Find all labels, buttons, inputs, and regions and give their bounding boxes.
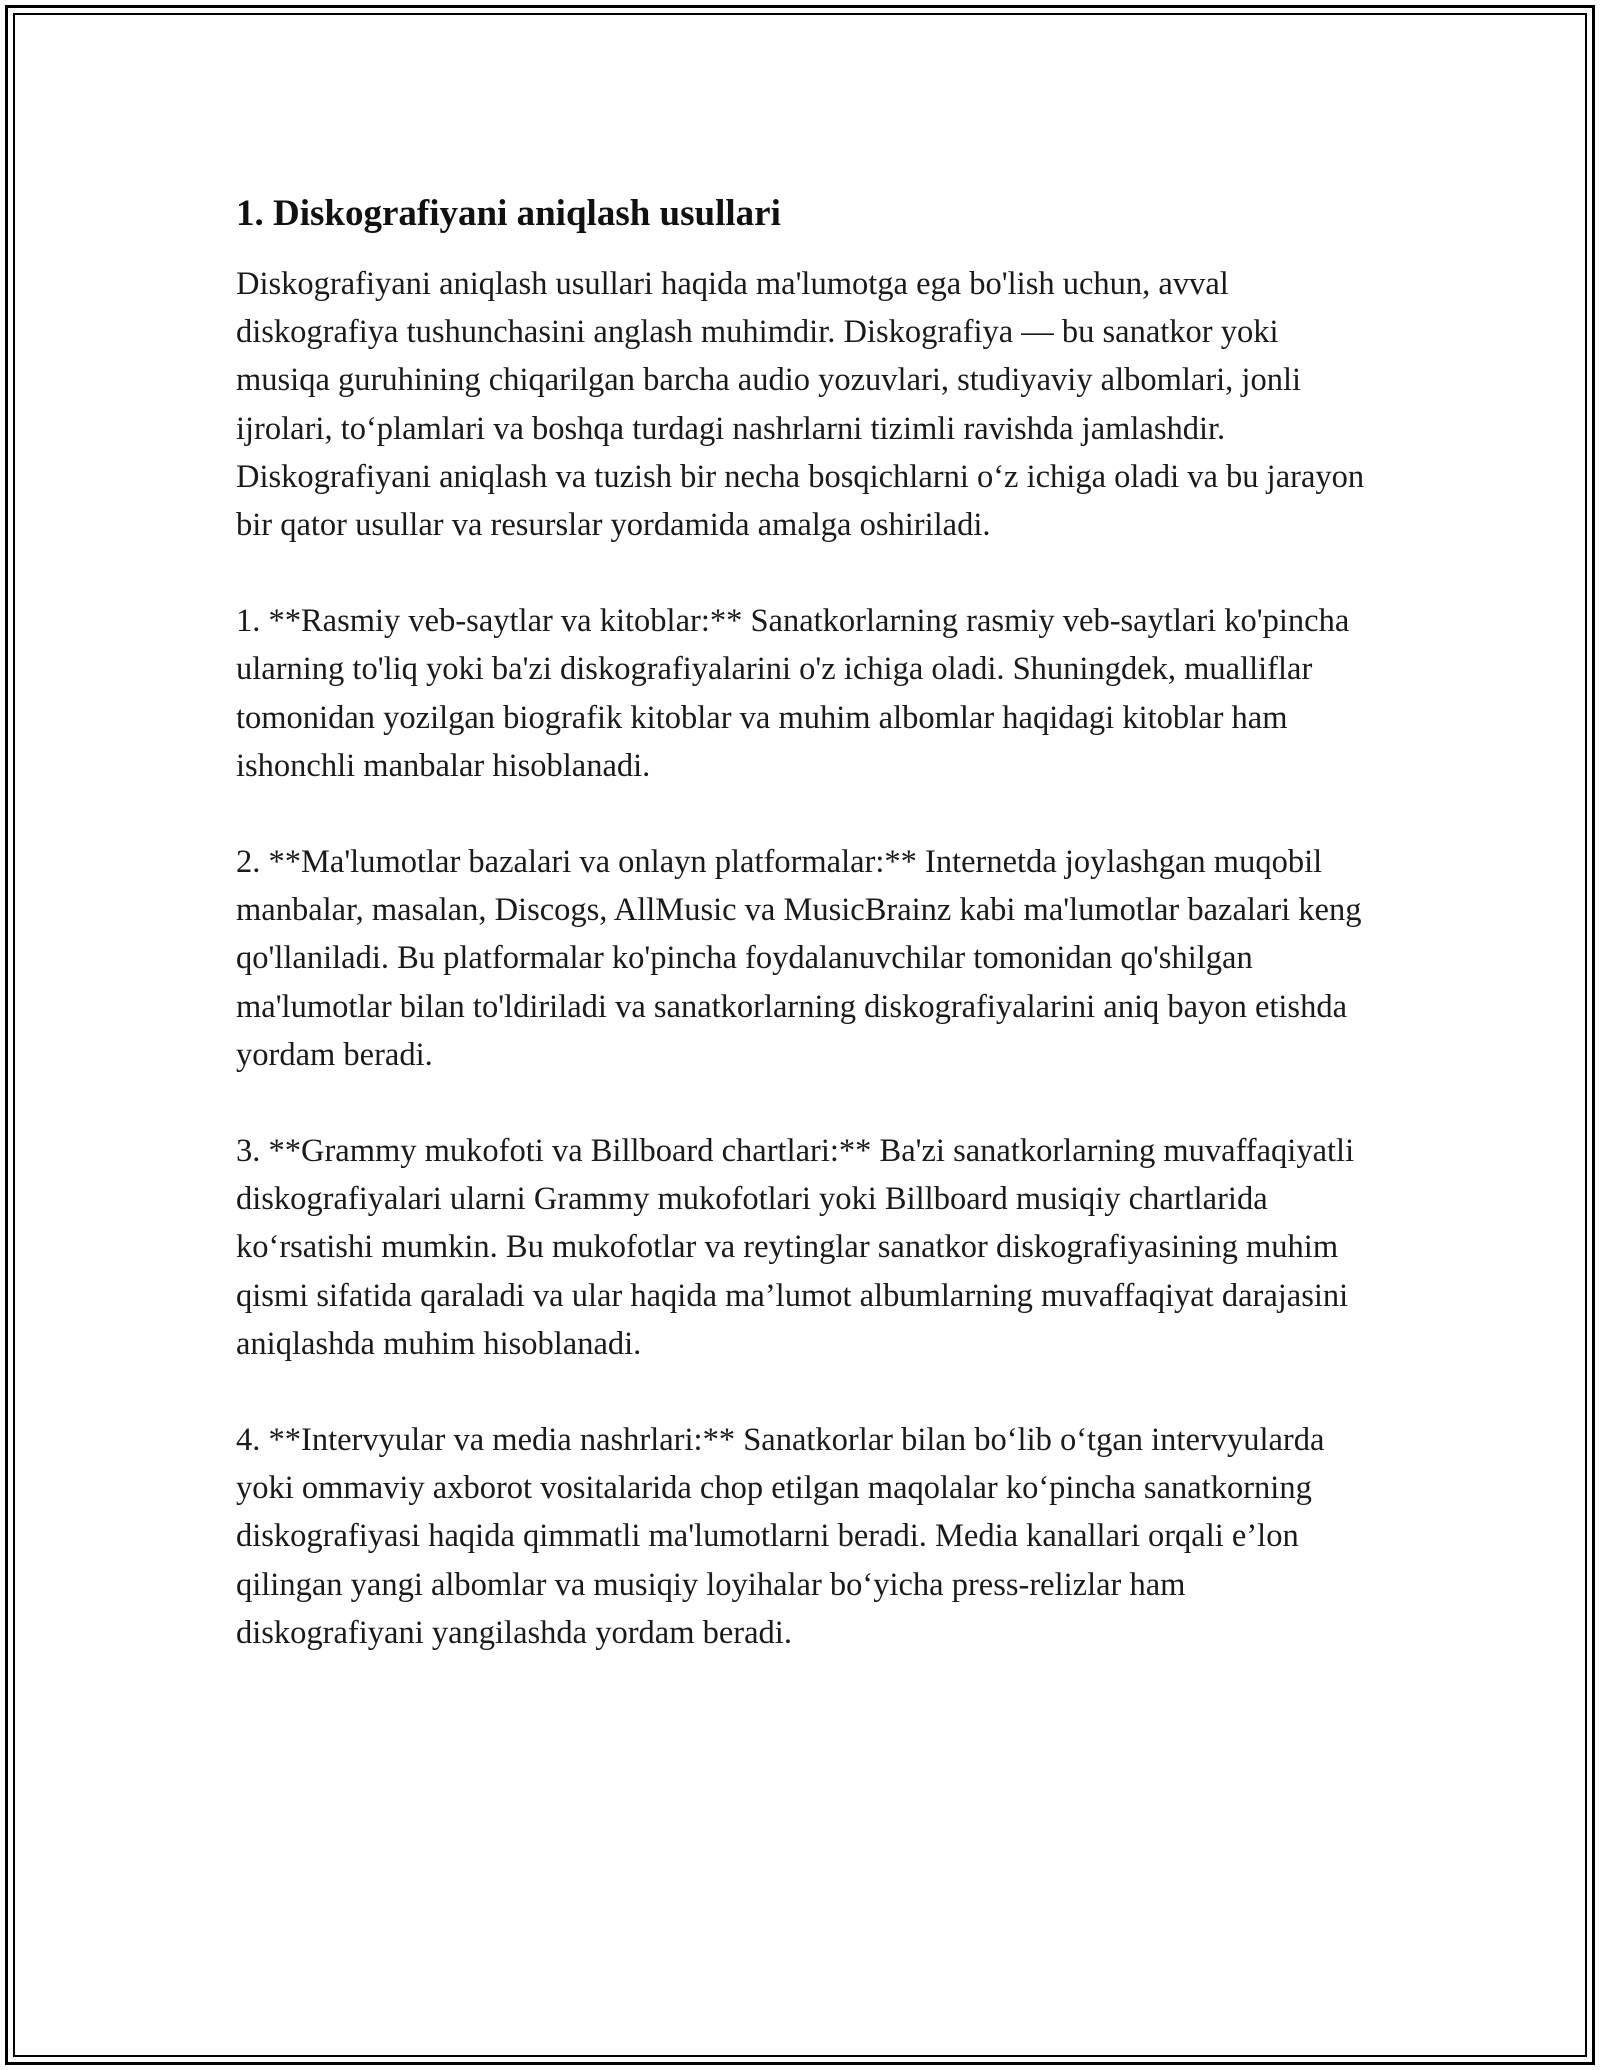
list-item-awards-charts: 3. **Grammy mukofoti va Billboard chartlari:** Ba'zi sanatkorlarning muvaffaqiyatli diskografiyalari ularni Grammy mukofotlari yoki Billboard musiqiy chartlarida ko‘rsatishi mumkin. Bu mukofotlar va reytinglar sanatkor diskografiyasining muhim qismi sifatida qaraladi va ular haqida ma’lumot albumlarning muvaffaqiyat darajasini aniqlashda muhim hisoblanadi. xyxy=(236,1133,1355,1362)
intro-paragraph: Diskografiyani aniqlash usullari haqida ma'lumotga ega bo'lish uchun, avval diskografiya tushunchasini anglash muhimdir. Diskografiya — bu sanatkor yoki musiqa guruhining chiqarilgan barcha audio yozuvlari, studiyaviy albomlari, jonli ijrolari, to‘plamlari va boshqa turdagi nashrlarni tizimli ravishda jamlashdir. Diskografiyani aniqlash va tuzish bir necha bosqichlarni o‘z ichiga oladi va bu jarayon bir qator usullar va resurslar yordamida amalga oshiriladi. xyxy=(236,266,1365,544)
section-heading: 1. Diskografiyani aniqlash usullari xyxy=(236,193,781,234)
list-item-official-sources: 1. **Rasmiy veb-saytlar va kitoblar:** Sanatkorlarning rasmiy veb-saytlari ko'pincha ularning to'liq yoki ba'zi diskografiyalarini o'z ichiga oladi. Shuningdek, mualliflar tomonidan yozilgan biografik kitoblar va muhim albomlar haqidagi kitoblar ham ishonchli manbalar hisoblanadi. xyxy=(236,603,1350,784)
document-body xyxy=(236,190,1366,1705)
list-item-databases: 2. **Ma'lumotlar bazalari va onlayn platformalar:** Internetda joylashgan muqobil manbalar, masalan, Discogs, AllMusic va MusicBrainz kabi ma'lumotlar bazalari keng qo'llaniladi. Bu platformalar ko'pincha foydalanuvchilar tomonidan qo'shilgan ma'lumotlar bilan to'ldiriladi va sanatkorlarning diskografiyalarini aniq bayon etishda yordam beradi. xyxy=(236,844,1362,1073)
list-item-interviews-media: 4. **Intervyular va media nashrlari:** Sanatkorlar bilan bo‘lib o‘tgan intervyularda yoki ommaviy axborot vositalarida chop etilgan maqolalar ko‘pincha sanatkorning diskografiyasi haqida qimmatli ma'lumotlarni beradi. Media kanallari orqali e’lon qilingan yangi albomlar va musiqiy loyihalar bo‘yicha press-relizlar ham diskografiyani yangilashda yordam beradi. xyxy=(236,1422,1325,1651)
